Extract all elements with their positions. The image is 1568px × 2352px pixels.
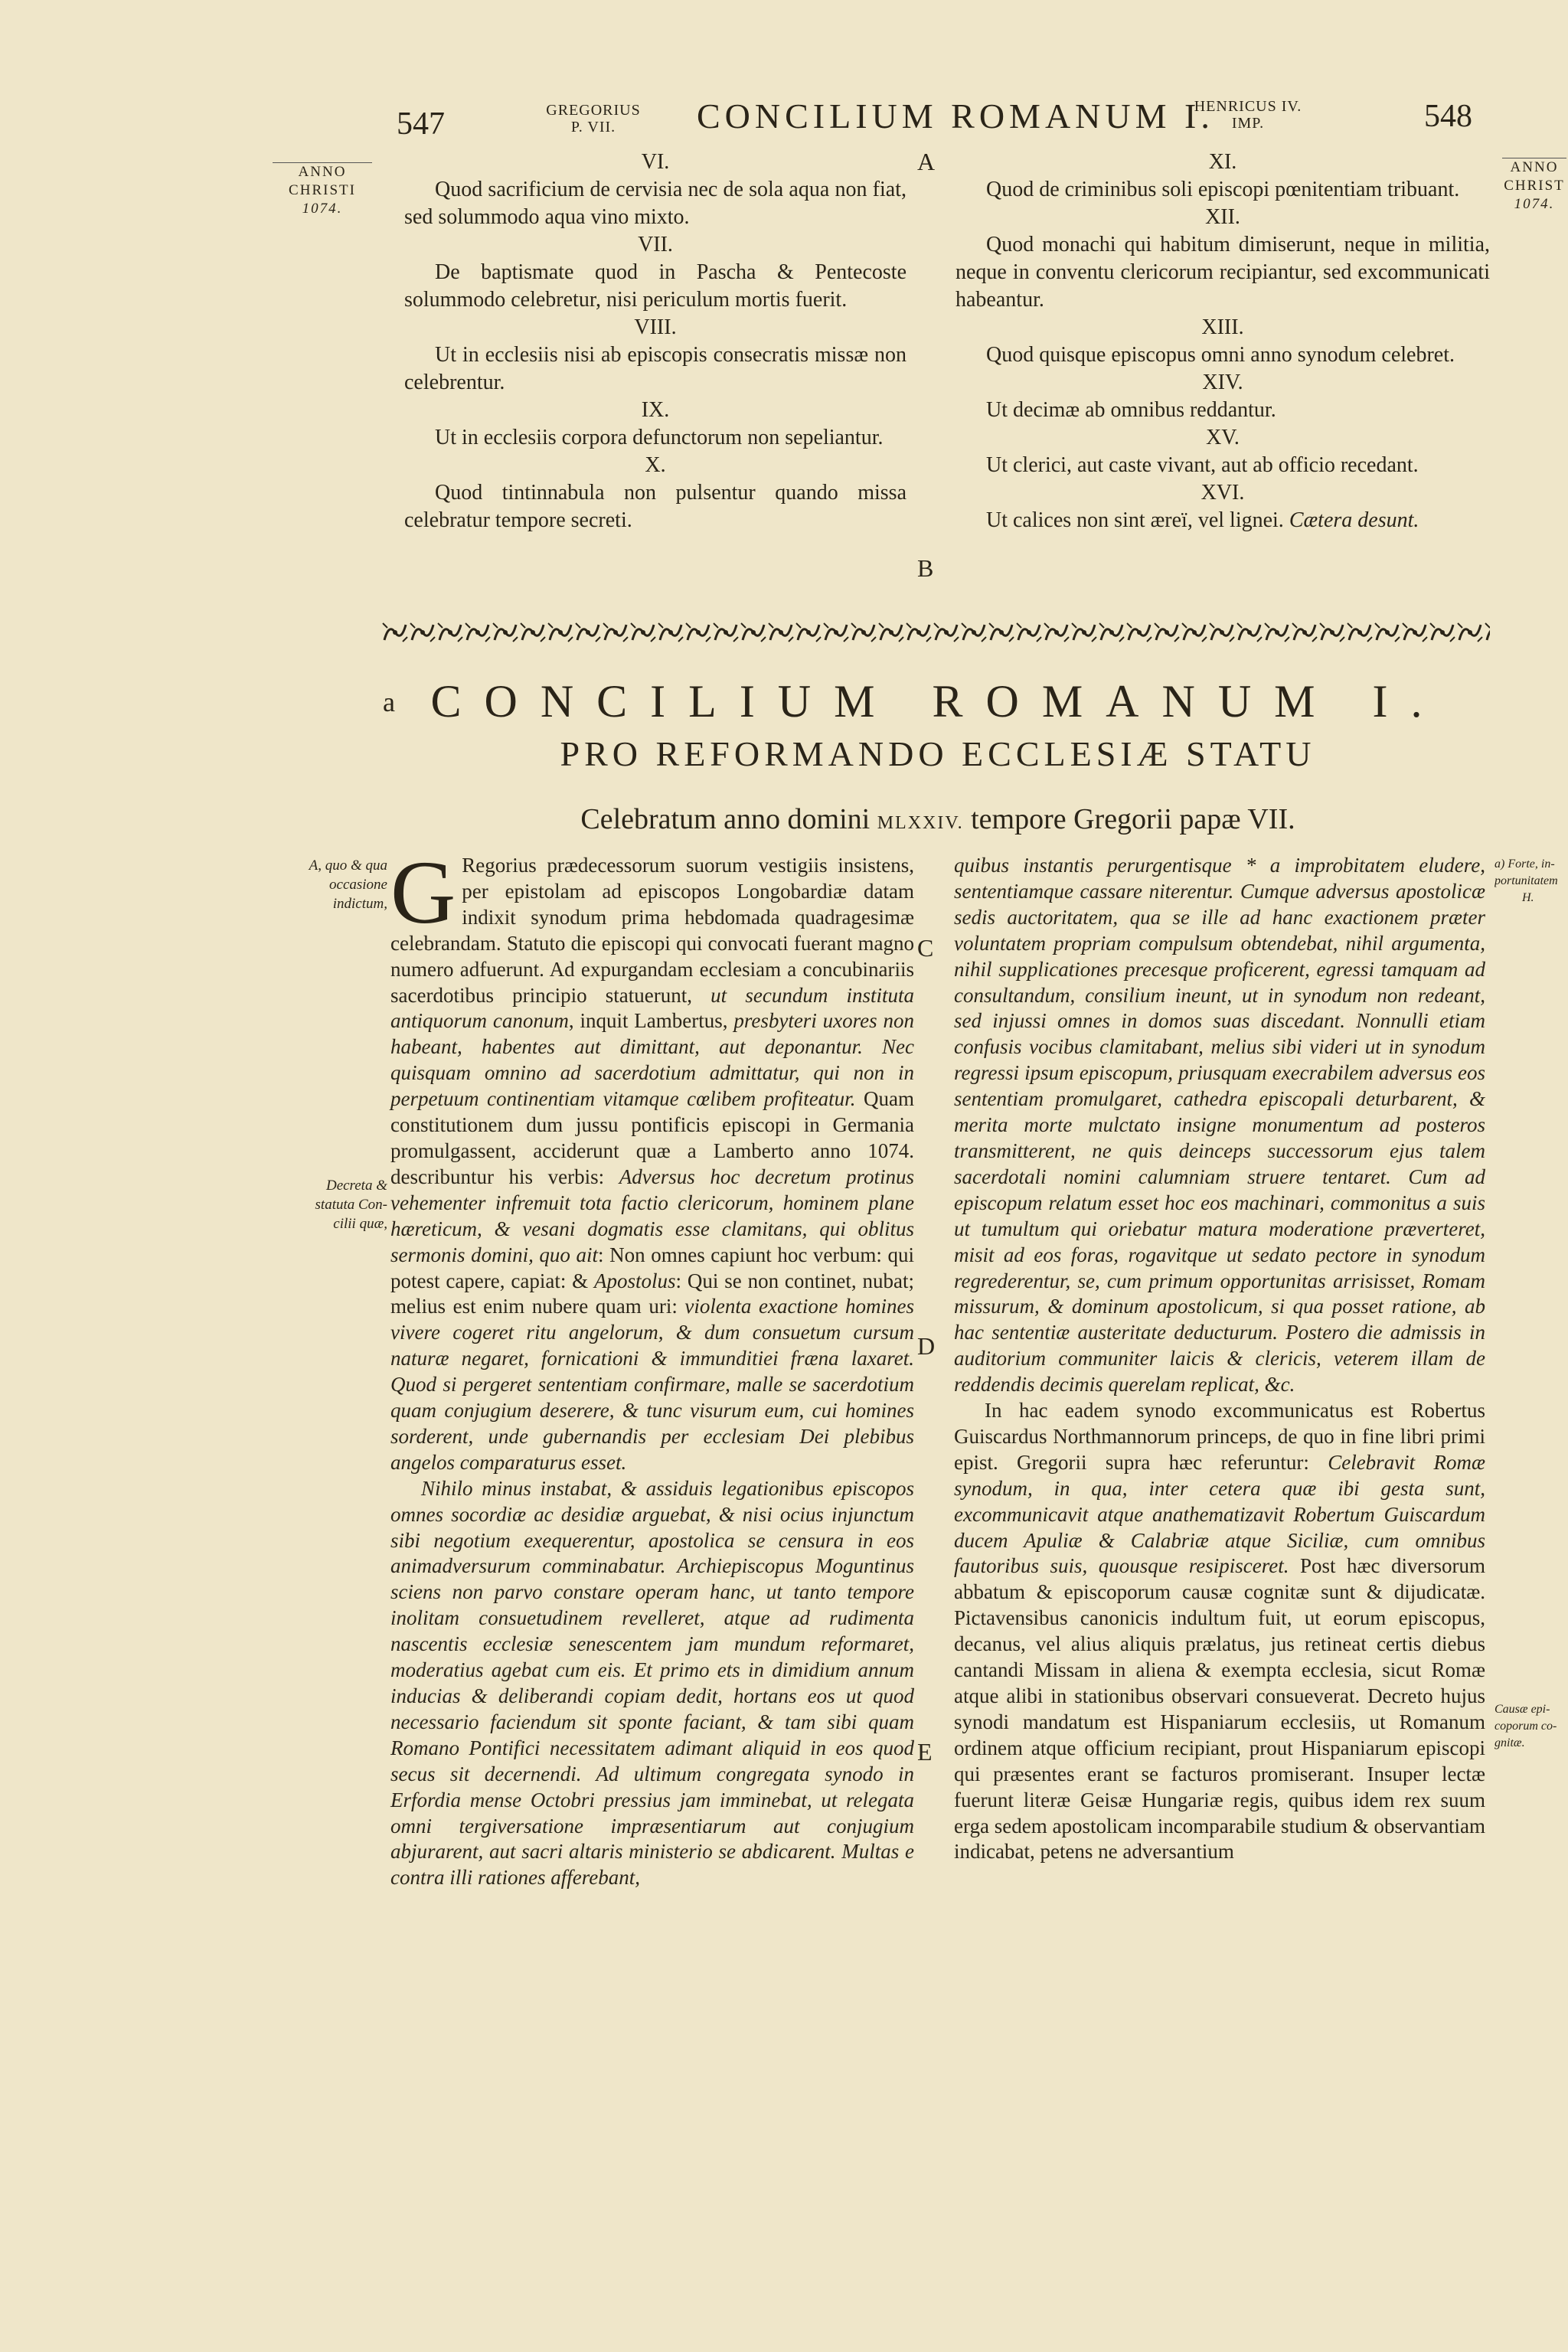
margin-letter-b: B — [917, 554, 934, 582]
canon-text-body: Quod monachi qui habitum dimiserunt, neque in militia, neque in conventu clericorum recipiantur, sed excommunicati habeantur. — [956, 233, 1490, 312]
canon-number: XIV. — [1202, 371, 1243, 394]
side-note-line: indictum, — [332, 896, 387, 912]
canon-text-body: Quod tintinnabula non pulsentur quando missa celebratur tempore secreti. — [404, 481, 906, 532]
canon-text — [404, 479, 906, 534]
canon-text — [404, 424, 906, 452]
canon-tail: Cætera desunt. — [1289, 508, 1419, 532]
canon-text — [404, 341, 906, 397]
canon-text — [956, 452, 1490, 479]
side-note-line: a) Forte, in- — [1494, 858, 1555, 871]
canons-left-column — [404, 149, 906, 534]
canon-text-body: Ut in ecclesiis nisi ab episcopis consecratis missæ non celebrentur. — [404, 343, 906, 394]
canon-text — [956, 341, 1490, 369]
body-right-paragraph-2 — [954, 1398, 1485, 1865]
body-left-paragraph-2: Nihilo minus instabat, & assiduis legationibus episcopos omnes socordiæ ac desidiæ arguebat, & nisi ocius injunctum sibi negotium exequerentur, apostolica se censura in eos animadversurum comminabatur. Archiepiscopus Moguntinus sciens non parvo constare operam hanc, ut tanto tempore inolitam consuetudinem revelleret, atque ad rudimenta nascentis ecclesiæ senescentem jam mundum reformaret, moderatius agebat cum eis. Et primo ets in dimidium annum inducias & deliberandi copiam dedit, hortans eos ut quod necessario faciendum sit sponte faciant, & tam sibi quam Romano Pontifici necessitatem adimant aliquid in eos quod secus sit decernendi. Ad ultimum congregata synodo in Erfordia mense Octobri pressius jam imminebat, ut relegata omni tergiversatione impræsentiarum aut conjugium abjurarent, aut sacri altaris ministerio se abdicarent. Multas e contra illi rationes afferebant, — [390, 1476, 914, 1890]
side-note-line: coporum co- — [1494, 1720, 1557, 1733]
canon-number: VI. — [641, 150, 670, 174]
side-note-line: statuta Con- — [315, 1197, 387, 1213]
running-title: CONCILIUM ROMANUM I. — [697, 96, 1214, 136]
anno-christi-left — [273, 162, 372, 218]
canon-number: XIII. — [1201, 315, 1244, 339]
running-head-left-label — [536, 102, 651, 136]
margin-letter-d: D — [917, 1332, 936, 1360]
canon-text-body: Quod sacrificium de cervisia nec de sola aqua non fiat, sed solummodo aqua vino mixto. — [404, 178, 906, 229]
canon-text-body: De baptismate quod in Pascha & Pentecoste solummodo celebretur, nisi periculum mortis fuerit. — [404, 260, 906, 312]
canon-text — [956, 507, 1490, 534]
canon-text-body: Quod de criminibus soli episcopi pœnitentiam tribuant. — [986, 178, 1460, 201]
date-line-year: MLXXIV. — [877, 813, 964, 833]
page-number-right: 548 — [1424, 99, 1472, 134]
side-note-indictum — [273, 856, 387, 913]
canon-number: VIII. — [634, 315, 677, 339]
side-note-forte — [1494, 856, 1566, 906]
side-note-line: portunitatem — [1494, 874, 1558, 887]
canon-text-body: Ut clerici, aut caste vivant, aut ab officio recedant. — [986, 453, 1419, 477]
running-head-right-label — [1179, 98, 1317, 132]
side-note-line: cilii quæ, — [333, 1216, 387, 1232]
canon-number: IX. — [641, 398, 670, 422]
text-run: , inquit Lambertus, — [568, 1009, 734, 1033]
left-label-line2: P. VII. — [570, 119, 616, 136]
text-run: Regorius prædecessorum suorum vestigiis insistens, per epistolam ad episcopos Longobardiæ datam indixit synodum prima hebdomada quadragesimæ celebrandam. Statuto die episcopi qui convocati fuerant magno numero adfuerunt. Ad expurgandam ecclesiam a concubinariis sacerdotibus principio statuerunt, — [390, 854, 914, 1007]
body-left-paragraph-1 — [390, 842, 915, 1476]
anno-label: ANNO — [298, 164, 347, 180]
canon-number: XV. — [1206, 426, 1240, 449]
text-run: Post hæc diversorum abbatum & episcoporum causæ cognitæ sunt & dijudicatæ. Pictavensibus canonicis indultum fuit, ut eorum episcopus, decanus, vel alius aliquis prælatus, jus retineat certis diebus cantandi Missam in aliena & exempta ecclesia, sicut Romæ atque alibi in stationibus observari consueverat. Decreto hujus synodi mandatum est Hispaniarum ecclesiis, ut Romanum ordinem atque officium recipiant, prout Hispaniarum episcopi qui præsentes erant se facturos promiserant. Insuper lectæ fuerunt literæ Geisæ Hungariæ regis, quibus idem rex suum erga sedem apostolicam incomparabile studium & observantiam indicabat, petens ne adversantium — [954, 1554, 1485, 1864]
canons-right-column — [956, 149, 1490, 534]
christi-label: CHRISTI — [289, 182, 356, 198]
body-left-column — [390, 842, 915, 1891]
anno-label: ANNO — [1510, 159, 1559, 175]
canon-text-body: Ut calices non sint æreï, vel lignei. — [986, 508, 1284, 532]
canon-number: XII. — [1205, 205, 1240, 229]
side-note-line: Causæ epi- — [1494, 1703, 1550, 1716]
side-note-line: H. — [1522, 891, 1534, 904]
text-run: presbyteri uxores non habeant, habentes aut dimittant, aut deponantur. Nec quisquam omnino ad sacerdotium admittatur, qui non in perpetuum continentiam vitamque cœlibem profiteatur. — [390, 1009, 914, 1111]
date-line-part1: Celebratum anno domini — [580, 803, 871, 835]
council-subtitle: PRO REFORMANDO ECCLESIÆ STATU — [560, 734, 1316, 773]
text-run: Apostolus — [594, 1269, 676, 1292]
right-label-line1: HENRICUS IV. — [1194, 98, 1302, 115]
text-run: Celebravit Romæ synodum, in qua, inter cetera quæ ibi gesta sunt, excommunicavit atque anathematizavit Robertum Guiscardum ducem Apuliæ & Calabriæ atque Siciliæ, cum omnibus fautoribus suis, quousque resipisceret. — [954, 1450, 1485, 1578]
margin-letter-a: A — [917, 148, 936, 175]
year-label: 1074. — [302, 201, 343, 217]
right-label-line2: IMP. — [1231, 115, 1265, 132]
canon-number: XI. — [1208, 150, 1237, 174]
side-note-line: gnitæ. — [1494, 1736, 1525, 1749]
side-note-line: A, quo & qua — [309, 858, 387, 874]
text-run: Adversus hoc decretum protinus vehementer infremuit tota factio clericorum, hominem plane hæreticum, & vesani dogmatis esse clamitans, qui oblitus sermonis domini, quo ait — [390, 1165, 914, 1266]
side-note-decreta — [273, 1176, 387, 1233]
canon-text-body: Ut decimæ ab omnibus reddantur. — [986, 398, 1276, 422]
text-run: violenta exactione homines vivere cogeret ritu angelorum, & dum consuetum cursum naturæ negaret, fornicationi & immunditiei fræna laxaret. Quod si pergeret sententiam confirmare, malle se sacerdotium quam conjugium deserere, & tunc visurum eum, cui homines sorderent, unde gubernandis per ecclesiam Dei plebibus angelos comparaturus esset. — [390, 1295, 914, 1474]
left-label-line1: GREGORIUS — [546, 102, 641, 119]
canon-number: XVI. — [1200, 481, 1245, 505]
canon-text — [956, 176, 1490, 204]
canon-text — [956, 397, 1490, 424]
date-line-part2: tempore Gregorii papæ VII. — [971, 803, 1295, 835]
canon-number: X. — [645, 453, 666, 477]
canon-text-body: Quod quisque episcopus omni anno synodum celebret. — [986, 343, 1455, 367]
page-number-left: 547 — [397, 106, 445, 142]
side-note-line: occasione — [329, 877, 387, 893]
text-run: : Non omnes capiunt hoc verbum: qui potest capere, capiat: & — [390, 1243, 914, 1292]
year-label: 1074. — [1514, 196, 1555, 212]
canon-text-body: Ut in ecclesiis corpora defunctorum non sepeliantur. — [435, 426, 884, 449]
side-note-line: Decreta & — [325, 1178, 387, 1194]
canon-text — [404, 176, 906, 231]
text-run: ut secundum instituta antiquorum canonum — [390, 983, 914, 1033]
side-note-causae — [1494, 1701, 1566, 1752]
council-title: CONCILIUM ROMANUM I. — [430, 676, 1446, 727]
body-right-paragraph-1: quibus instantis perurgentisque * a improbitatem eludere, sententiamque cassare niterentur. Cumque adversus apostolicæ sedis auctoritatem, qua se ille ad hanc exactionem præter voluntatem propriam compulsum obtendebat, nihil argumenta, nihil supplicationes precesque proficerent, egressi tamquam ad consultandum, consilium ineunt, ut in synodum non redeant, sed injussi omnes in domos suas discedant. Nonnulli etiam confusis vocibus clamitabant, melius sibi videri ut in synodum regressi ipsum episcopum, priusquam execrabilem adversus eos sententiam promulgaret, cathedra episcopali deturbarent, & merita morte mulctato insigne monumentum ad posteros transmitterent, ne quis deinceps successorum ejus talem sacerdotali nomini calumniam struere tentaret. Cum ad episcopum relatum esset hoc eos machinari, commonitus a suis ut tumultum qui oriebatur matura moderatione præverteret, misit ad eos foras, rogavitque ut sedato pectore in synodum regrederentur, se, cum primum opportunitas arrisisset, Romam missurum, & dominum apostolicum, si qua posset ratione, ab hac sententiæ austeritate deducturum. Postero die admissis in auditorium communiter laicis & clericis, veterem illam de reddendis decimis querelam replicat, &c. — [954, 854, 1485, 1396]
body-right-column — [954, 853, 1485, 1865]
ornament-band — [381, 619, 1490, 646]
margin-letter-e: E — [917, 1738, 933, 1766]
anno-christi-right — [1502, 158, 1566, 214]
canon-text — [404, 259, 906, 314]
canon-text — [956, 231, 1490, 314]
drop-cap: G — [390, 842, 456, 942]
christi-label: CHRIST — [1504, 178, 1565, 194]
margin-letter-c: C — [917, 934, 934, 962]
text-run: In hac eadem synodo excommunicatus est Robertus Guiscardus Northmannorum princeps, de quo in fine libri primi epist. Gregorii supra hæc referuntur: — [954, 1399, 1485, 1474]
council-date-line — [383, 802, 1493, 836]
text-run: Quam constitutionem dum jussu pontificis episcopi in Germania promulgassent, acciderunt quæ a Lamberto anno 1074. describuntur his verbis: — [390, 1087, 915, 1188]
canon-number: VII. — [638, 233, 673, 256]
title-footnote-marker: a — [383, 687, 395, 717]
text-run: : Qui se non continet, nubat; melius est enim nubere quam uri: — [390, 1269, 914, 1318]
